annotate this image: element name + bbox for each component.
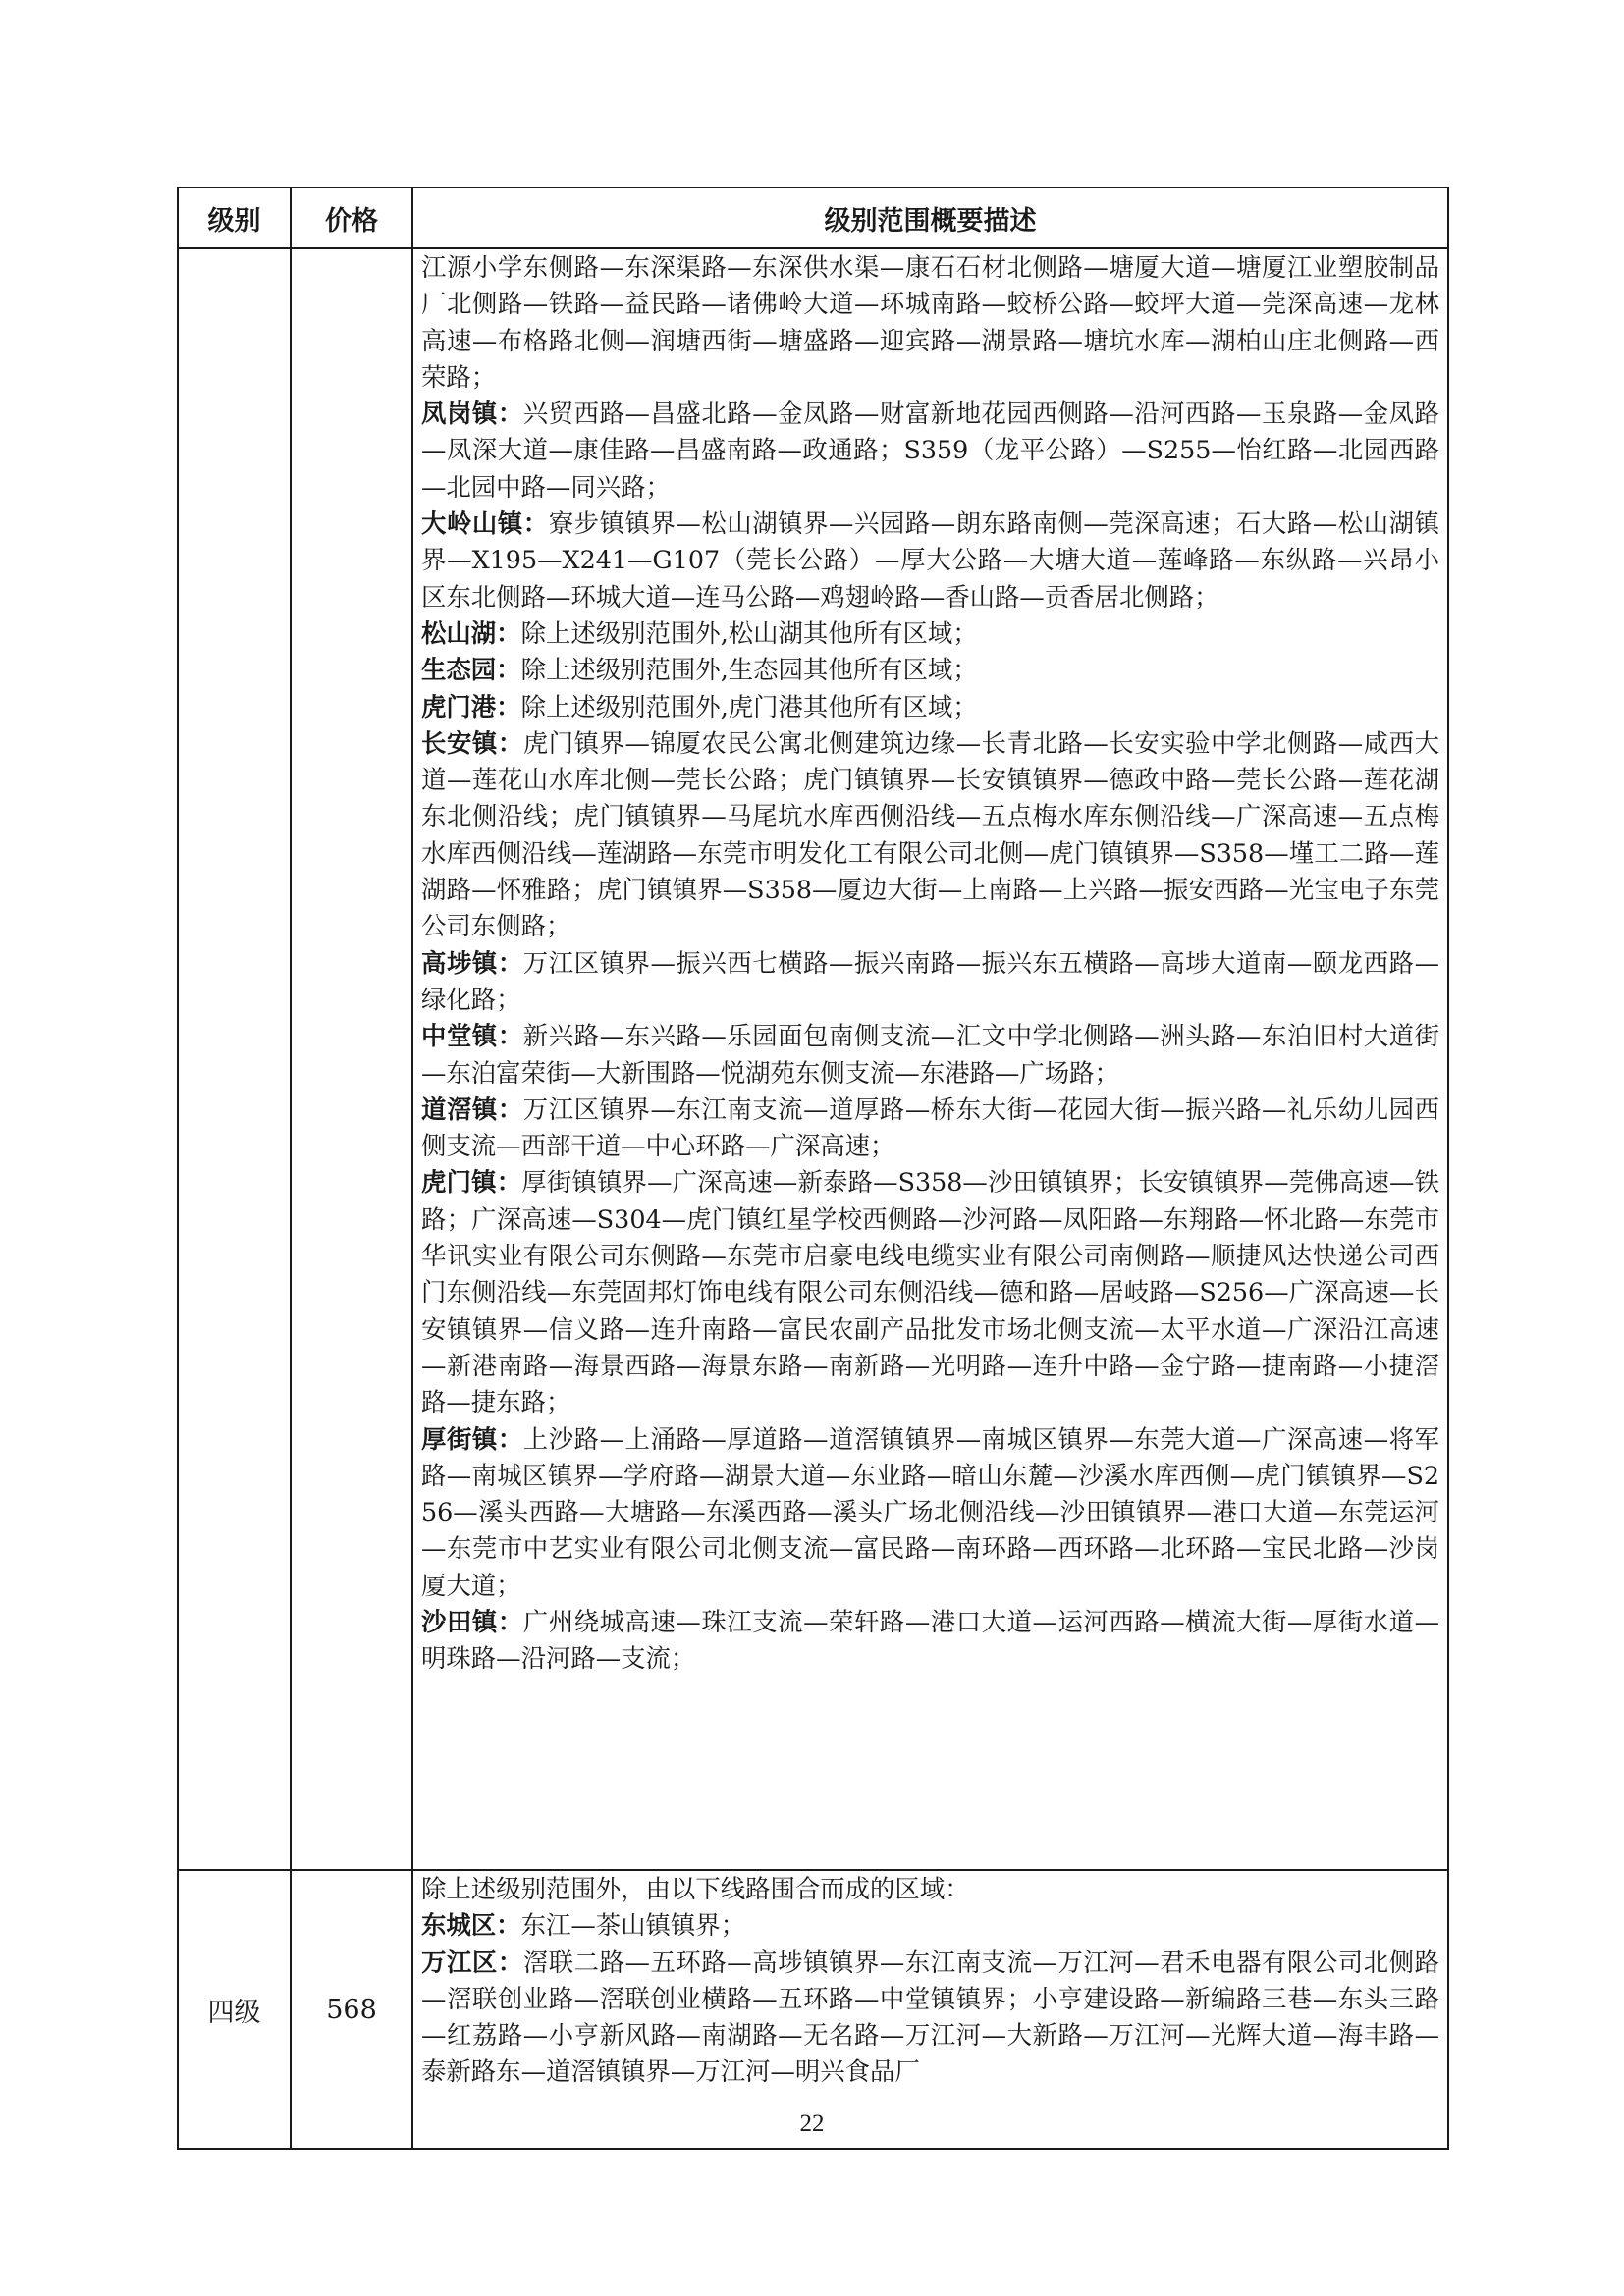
route-text: 上沙路—上涌路—厚道路—道滘镇镇界—南城区镇界—东莞大道—广深高速—将军路—南城区镇界—学府路—湖景大道—东业路—暗山东麓—沙溪水库西侧—虎门镇镇界—S256—溪头西路—大塘路—东溪西路—溪头广场北侧沿线—沙田镇镇界—港口大道—东莞运河—东莞市中艺实业有限公司北侧支流—富民路—南环路—西环路—北环路—宝民北路—沙岗厦大道； xyxy=(421,1423,1440,1600)
town-name: 沙田镇： xyxy=(421,1606,523,1636)
description-paragraph xyxy=(421,945,1439,1019)
town-name: 东城区： xyxy=(421,1910,521,1941)
route-text: 除上述级别范围外,松山湖其他所有区域； xyxy=(520,617,978,648)
description-paragraph xyxy=(421,689,1439,725)
route-text: 广州绕城高速—珠江支流—荣轩路—港口大道—运河西路—横流大街—厚街水道—明珠路—沿河路—支流； xyxy=(421,1606,1440,1674)
route-text: 东江—茶山镇镇界； xyxy=(520,1910,746,1941)
description-paragraph xyxy=(421,1907,1439,1944)
description-paragraph xyxy=(421,1164,1439,1420)
description-paragraph xyxy=(421,1092,1439,1165)
cell-price xyxy=(291,248,412,1870)
description-paragraph xyxy=(421,615,1439,652)
town-name: 厚街镇： xyxy=(421,1423,523,1454)
description-paragraph xyxy=(421,1604,1439,1678)
town-name: 道滘镇： xyxy=(421,1094,523,1124)
description-paragraph xyxy=(421,1871,1439,1907)
route-text: 虎门镇界—锦厦农民公寓北侧建筑边缘—长青北路—长安实验中学北侧路—咸西大道—莲花山水库北侧—莞长公路；虎门镇镇界—长安镇镇界—德政中路—莞长公路—莲花湖东北侧沿线；虎门镇镇界—马尾坑水库西侧沿线—五点梅水库东侧沿线—广深高速—五点梅水库西侧沿线—莲湖路—东莞市明发化工有限公司北侧—虎门镇镇界—S358—墐工二路—莲湖路—怀雅路；虎门镇镇界—S358—厦边大街—上南路—上兴路—振安西路—光宝电子东莞公司东侧路； xyxy=(421,727,1440,941)
header-description: 级别范围概要描述 xyxy=(412,187,1448,248)
description-paragraph xyxy=(421,1945,1439,2091)
description-paragraph xyxy=(421,506,1439,615)
route-text: 兴贸西路—昌盛北路—金凤路—财富新地花园西侧路—沿河西路—玉泉路—金凤路—凤深大道—康佳路—昌盛南路—政通路；S359（龙平公路）—S255—怡红路—北园西路—北园中路—同兴路； xyxy=(421,399,1440,502)
header-level: 级别 xyxy=(178,187,291,248)
route-text: 万江区镇界—东江南支流—道厚路—桥东大街—花园大街—振兴路—礼乐幼儿园西侧支流—西部干道—中心环路—广深高速； xyxy=(421,1094,1440,1161)
cell-level xyxy=(178,248,291,1870)
route-text: 寮步镇镇界—松山湖镇界—兴园路—朗东路南侧—莞深高速；石大路—松山湖镇界—X195—X241—G107（莞长公路）—厚大公路—大塘大道—莲峰路—东纵路—兴昂小区东北侧路—环城大道—连马公路—鸡翅岭路—香山路—贡香居北侧路； xyxy=(421,508,1440,612)
town-name: 虎门港： xyxy=(421,691,521,721)
town-name: 长安镇： xyxy=(421,727,523,758)
route-text: 除上述级别范围外，由以下线路围合而成的区域： xyxy=(421,1874,970,1903)
header-price: 价格 xyxy=(291,187,412,248)
table-row xyxy=(178,248,1448,1870)
route-text: 滘联二路—五环路—高埗镇镇界—东江南支流—万江河—君禾电器有限公司北侧路—滘联创业路—滘联创业横路—五环路—中堂镇镇界；小亨建设路—新编路三巷—东头三路—红荔路—小亨新风路—南湖路—无名路—万江河—大新路—万江河—光辉大道—海丰路—泰新路东—道滘镇镇界—万江河—明兴食品厂 xyxy=(421,1947,1440,2087)
town-name: 大岭山镇： xyxy=(421,508,549,539)
route-text: 除上述级别范围外,虎门港其他所有区域； xyxy=(520,691,978,721)
town-name: 虎门镇： xyxy=(421,1167,522,1198)
description-paragraph xyxy=(421,1421,1439,1604)
route-text: 新兴路—东兴路—乐园面包南侧支流—汇文中学北侧路—洲头路—东泊旧村大道街—东泊富荣街—大新围路—悦湖苑东侧支流—东港路—广场路； xyxy=(421,1021,1440,1088)
town-name: 松山湖： xyxy=(421,617,521,648)
page-number: 22 xyxy=(799,2110,825,2137)
description-paragraph xyxy=(421,652,1439,688)
route-text: 厚街镇镇界—广深高速—新泰路—S358—沙田镇镇界；长安镇镇界—莞佛高速—铁路；广深高速—S304—虎门镇红星学校西侧路—沙河路—凤阳路—东翔路—怀北路—东莞市华讯实业有限公司东侧路—东莞市启豪电线电缆实业有限公司南侧路—顺捷风达快递公司西门东侧沿线—东莞固邦灯饰电线有限公司东侧沿线—德和路—居岐路—S256—广深高速—长安镇镇界—信义路—连升南路—富民农副产品批发市场北侧支流—太平水道—广深沿江高速—新港南路—海景西路—海景东路—南新路—光明路—连升中路—金宁路—捷南路—小捷滘路—捷东路； xyxy=(421,1167,1440,1417)
description-paragraph xyxy=(421,396,1439,506)
table-header-row xyxy=(178,187,1448,248)
route-text: 除上述级别范围外,生态园其他所有区域； xyxy=(520,655,978,685)
town-name: 高埗镇： xyxy=(421,947,523,978)
cell-level: 四级 xyxy=(178,1870,291,2149)
description-paragraph xyxy=(421,249,1439,396)
description-paragraph xyxy=(421,725,1439,945)
route-text: 江源小学东侧路—东深渠路—东深供水渠—康石石材北侧路—塘厦大道—塘厦江业塑胶制品厂北侧路—铁路—益民路—诸佛岭大道—环城南路—蛟桥公路—蛟坪大道—莞深高速—龙林高速—布格路北侧—润塘西街—塘盛路—迎宾路—湖景路—塘坑水库—湖柏山庄北侧路—西荣路； xyxy=(421,252,1439,392)
route-text: 万江区镇界—振兴西七横路—振兴南路—振兴东五横路—高埗大道南—颐龙西路—绿化路； xyxy=(421,947,1440,1014)
town-name: 凤岗镇： xyxy=(421,399,523,429)
town-name: 中堂镇： xyxy=(421,1021,523,1051)
cell-description xyxy=(412,248,1448,1870)
cell-price: 568 xyxy=(291,1870,412,2149)
cell-description xyxy=(412,1870,1448,2149)
town-name: 万江区： xyxy=(421,1947,523,1977)
description-paragraph xyxy=(421,1018,1439,1092)
table-row xyxy=(178,1870,1448,2149)
land-price-table xyxy=(177,187,1449,2150)
town-name: 生态园： xyxy=(421,655,521,685)
